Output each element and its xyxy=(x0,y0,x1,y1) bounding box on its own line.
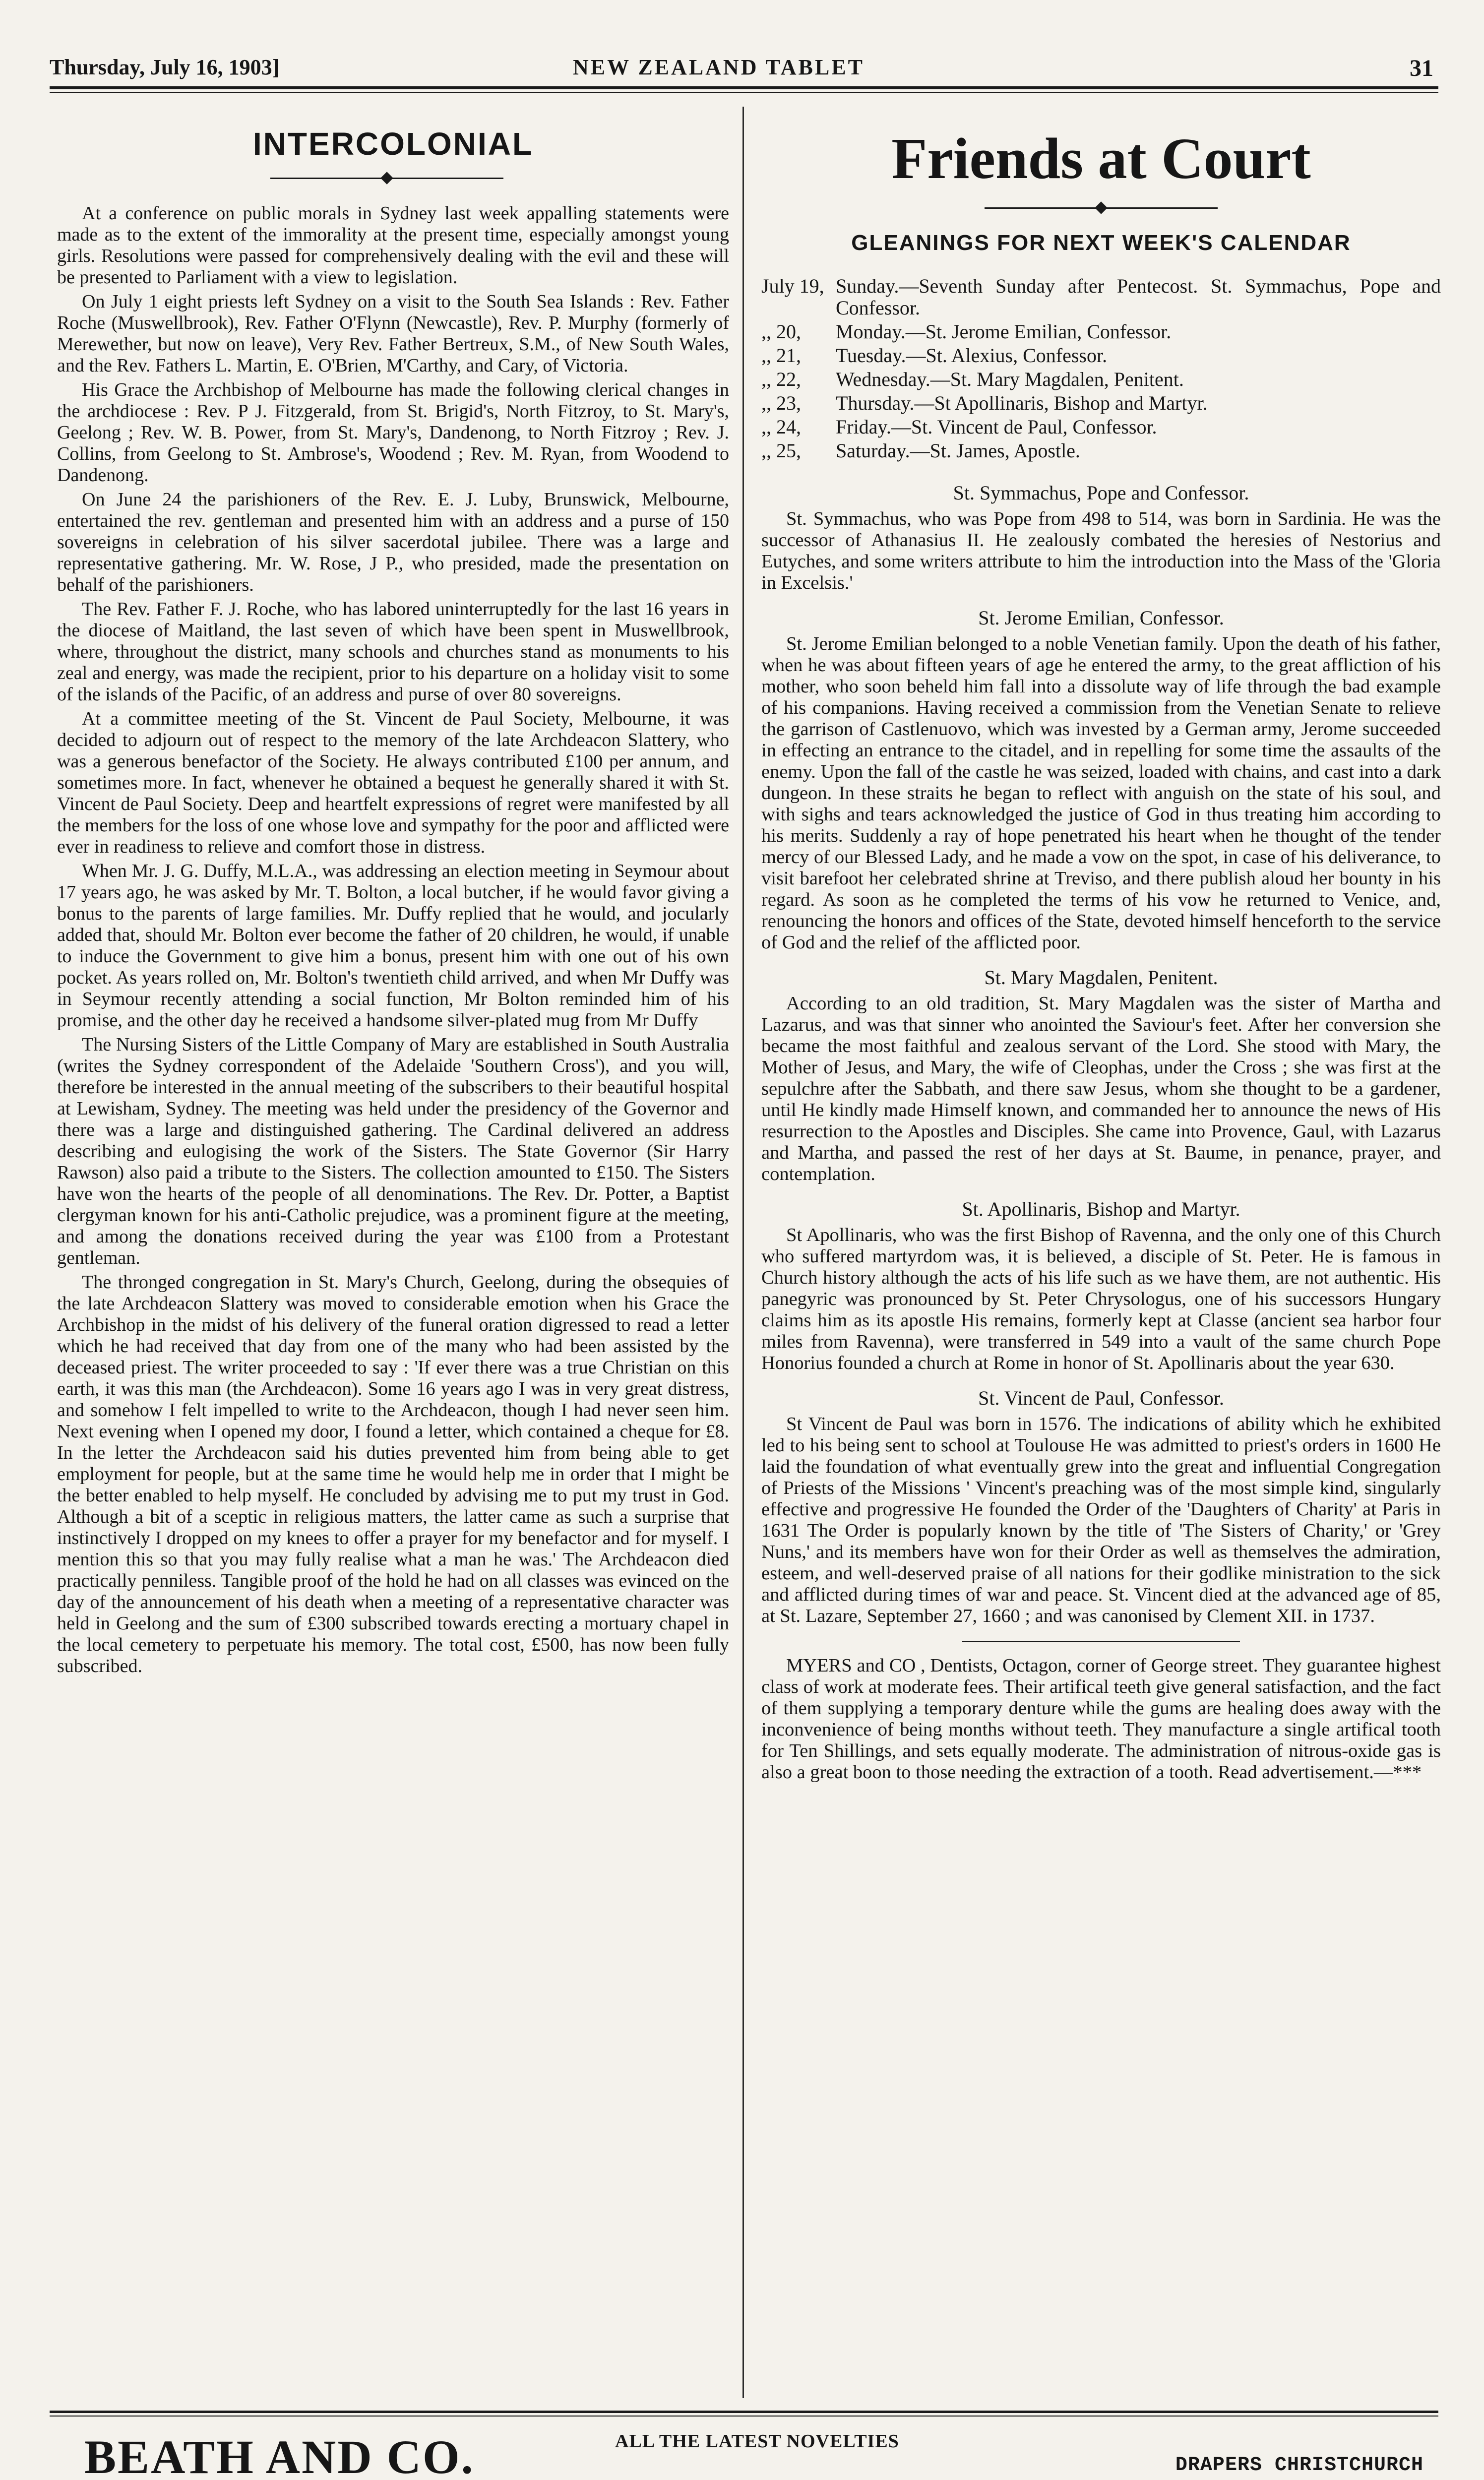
saint-body: St. Symmachus, who was Pope from 498 to 514, was born in Sardinia. He was the successor of Athanasius II. He zealously combated the heresies of Nestorius and Eutyches, and some writers attribute to him the introduction into the Mass of the 'Gloria in Excelsis.' xyxy=(761,508,1441,593)
article-paragraph: On June 24 the parishioners of the Rev. E. J. Luby, Brunswick, Melbourne, entertained the rev. gentleman and presented him with an address and a purse of 150 sovereigns in celebration of his silver sacerdotal jubilee. There was a large and representative gathering. Mr. W. Rose, J P., who presided, made the presentation on behalf of the parishioners. xyxy=(57,489,729,595)
calendar-date: ,, 21, xyxy=(761,344,801,367)
section-divider xyxy=(962,1641,1240,1642)
calendar-date: ,, 20, xyxy=(761,320,801,343)
calendar-entry xyxy=(761,345,1441,367)
advert-drapers: DRAPERS CHRISTCHURCH xyxy=(1175,2454,1423,2477)
calendar-entry xyxy=(761,416,1441,438)
calendar-list xyxy=(761,275,1441,462)
page-number: 31 xyxy=(1410,55,1433,81)
advert-tagline: ALL THE LATEST NOVELTIES xyxy=(615,2431,899,2452)
calendar-entry xyxy=(761,369,1441,390)
calendar-text: Friday.—St. Vincent de Paul, Confessor. xyxy=(836,416,1157,438)
article-paragraph: When Mr. J. G. Duffy, M.L.A., was addressing an election meeting in Seymour about 17 years ago, he was asked by Mr. T. Bolton, a local butcher, if he would favor giving a bonus to the parents of large families. Mr. Duffy replied that he would, and jocularly added that, should Mr. Bolton ever become the father of 20 children, he would, if unable to induce the Government to give him a bonus, present him with one out of his own pocket. As years rolled on, Mr. Bolton's twentieth child arrived, and when Mr Duffy was in Seymour recently attending a social function, Mr Bolton reminded him of his promise, and the other day he received a handsome silver-plated mug from Mr Duffy xyxy=(57,861,729,1031)
article-paragraph: His Grace the Archbishop of Melbourne has made the following clerical changes in the archdiocese : Rev. P J. Fitzgerald, from St. Brigid's, North Fitzroy, to St. Mary's, Geelong ; Rev. W. B. Power, from St. Mary's, Dandenong, to North Fitzroy ; Rev. J. Collins, from Geelong to St. Ambrose's, Woodend ; Rev. M. Ryan, from Woodend to Dandenong. xyxy=(57,379,729,486)
friends-at-court-column xyxy=(761,107,1441,1786)
saint-heading: St. Jerome Emilian, Confessor. xyxy=(978,607,1224,629)
newspaper-title: NEW ZEALAND TABLET xyxy=(573,55,865,79)
calendar-text: Monday.—St. Jerome Emilian, Confessor. xyxy=(836,320,1172,343)
diamond-icon xyxy=(380,172,393,184)
article-paragraph: At a conference on public morals in Sydney last week appalling statements were made as to the extent of the immorality at the present time, especially amongst young girls. Resolutions were passed for comprehensively dealing with the evil and these will be presented to Parliament with a view to legislation. xyxy=(57,203,729,288)
article-paragraph: At a committee meeting of the St. Vincent de Paul Society, Melbourne, it was decided to adjourn out of respect to the memory of the late Archdeacon Slattery, who was a generous benefactor of the Society. He always contributed £100 per annum, and sometimes more. In fact, whenever he obtained a bequest he generally shared it with St. Vincent de Paul Society. Deep and heartfelt expressions of regret were manifested by all the members for the loss of one whose love and sympathy for the poor and afflicted were ever in readiness to relieve and comfort those in distress. xyxy=(57,708,729,857)
page-footer xyxy=(50,2411,1438,2480)
saint-heading: St. Vincent de Paul, Confessor. xyxy=(978,1387,1224,1409)
ornament-divider xyxy=(761,196,1441,221)
header-rule-thin xyxy=(50,92,1438,93)
saint-body: St Vincent de Paul was born in 1576. The indications of ability which he exhibited led to his being sent to school at Toulouse He was admitted to priest's orders in 1600 He laid the foundation of what eventually grew into the great and influential Congregation of Priests of the Missions ' Vincent's preaching was of the most simple kind, singularly effective and progressive He founded the Order of the 'Daughters of Charity' at Paris in 1631 The Order is popularly known by the title of 'The Sisters of Charity,' or 'Grey Nuns,' and its members have won for their Order as well as themselves the admiration, esteem, and well-deserved praise of all nations for their godlike ministration to the sick and afflicted during times of war and peace. St. Vincent died at the advanced age of 85, at St. Lazare, September 27, 1660 ; and was canonised by Clement XII. in 1737. xyxy=(761,1414,1441,1626)
footer-rule-thin xyxy=(50,2416,1438,2417)
article-paragraph: The thronged congregation in St. Mary's Church, Geelong, during the obsequies of the late Archdeacon Slattery was moved to considerable emotion when his Grace the Archbishop in the midst of his delivery of the funeral oration digressed to read a letter which he had received that day from one of the many who had been assisted by the deceased priest. The writer proceeded to say : 'If ever there was a true Christian on this earth, it was this man (the Archdeacon). Some 16 years ago I was in very great distress, and somehow I felt impelled to write to the Archdeacon, though I had never seen him. Next evening when I opened my door, I found a letter, which contained a cheque for £8. In the letter the Archdeacon said his duties prevented him from being able to get employment for people, but at the same time he would help me in order that I might be the better enabled to help myself. He concluded by advising me to put my trust in God. Although a bit of a sceptic in religious matters, the latter came as such a surprise that instinctively I dropped on my knees to offer a prayer for my benefactor and for myself. I mention this so that you may fully realise what a man he was.' The Archdeacon died practically penniless. Tangible proof of the hold he had on all classes was evinced on the day of the announcement of his death when a meeting of a representative character was held in Geelong and the sum of £300 subscribed towards erecting a mortuary chapel in the local cemetery to perpetuate his memory. The total cost, £500, has now been fully subscribed. xyxy=(57,1272,729,1676)
footer-rule xyxy=(50,2411,1438,2413)
saint-heading: St. Mary Magdalen, Penitent. xyxy=(984,966,1218,989)
calendar-entry xyxy=(761,392,1441,414)
saint-body: According to an old tradition, St. Mary Magdalen was the sister of Martha and Lazarus, and was that sinner who anointed the Saviour's feet. After her conversion she became the most faithful and zealous servant of the Lord. She stood with Mary, the Mother of Jesus, and Mary, the wife of Cleophas, under the Cross ; she was first at the sepulchre after the Sabbath, and there saw Jesus, whom she thought to be a gardener, until He kindly made Himself known, and commanded her to announce the news of His resurrection to the Apostles and Disciples. She came into Provence, Gaul, with Lazarus and Martha, and passed the rest of her days at St. Baume, in penance, prayer, and contemplation. xyxy=(761,993,1441,1184)
header-rule xyxy=(50,86,1438,89)
saint-body: St. Jerome Emilian belonged to a noble Venetian family. Upon the death of his father, when he was about fifteen years of age he entered the army, to the great affliction of his mother, who soon beheld him fall into a dissolute way of life through the bad example of his companions. Having received a commission from the Venetian Senate to relieve the garrison of Castlenuovo, which was invested by a German army, Jerome succeeded in effecting an entrance to the citadel, and in repelling for some time the assaults of the enemy. Upon the fall of the castle he was seized, loaded with chains, and cast into a dark dungeon. In these straits he began to reflect with anguish on the state of his soul, and with sighs and tears acknowledged the justice of God in thus treating him according to his merits. Suddenly a ray of hope penetrated his heart when he thought of the tender mercy of our Blessed Lady, and he made a vow on the spot, in case of his deliverance, to visit barefoot her celebrated shrine at Treviso, and there publish aloud her bounty in his regard. As soon as he completed the terms of his vow he returned to Venice, and, renouncing the honors and offices of the State, devoted himself henceforth to the service of God and the relief of the afflicted poor. xyxy=(761,633,1441,953)
calendar-date: July 19, xyxy=(761,275,824,297)
friends-at-court-heading: Friends at Court xyxy=(891,126,1311,191)
article-paragraph: The Nursing Sisters of the Little Company of Mary are established in South Australia (writes the Sydney correspondent of the Adelaide 'Southern Cross'), and you will, therefore be interested in the annual meeting of the subscribers to their beautiful hospital at Lewisham, Sydney. The meeting was held under the presidency of the Governor and there was a large and distinguished gathering. The Cardinal delivered an address describing and eulogising the work of the Sisters. The State Governor (Sir Harry Rawson) also paid a tribute to the Sisters. The collection amounted to £150. The Sisters have won the hearts of the people of all denominations. The Rev. Dr. Potter, a Baptist clergyman known for his anti-Catholic prejudice, was a prominent figure at the meeting, and among the donations received during the year was £100 from a Protestant gentleman. xyxy=(57,1034,729,1268)
calendar-entry xyxy=(761,440,1441,462)
saint-heading: St. Apollinaris, Bishop and Martyr. xyxy=(962,1198,1240,1220)
calendar-date: ,, 22, xyxy=(761,368,801,390)
intercolonial-column xyxy=(57,107,729,1680)
calendar-date: ,, 23, xyxy=(761,392,801,414)
calendar-entry xyxy=(761,321,1441,343)
dentist-advert: MYERS and CO , Dentists, Octagon, corner of George street. They guarantee highest class of work at moderate fees. Their artifical teeth give general satisfaction, and the fact of them supplying a temporary denture while the gums are healing does away with the inconvenience of being months without teeth. They manufacture a single artifical tooth for Ten Shillings, and sets equally moderate. The administration of nitrous-oxide gas is also a great boon to those needing the extraction of a tooth. Read advertisement.—*** xyxy=(761,1655,1441,1783)
calendar-text: Wednesday.—St. Mary Magdalen, Penitent. xyxy=(836,368,1184,390)
diamond-icon xyxy=(1095,201,1107,214)
calendar-text: Thursday.—St Apollinaris, Bishop and Martyr. xyxy=(836,392,1208,414)
calendar-entry xyxy=(761,275,1441,319)
calendar-text: Tuesday.—St. Alexius, Confessor. xyxy=(836,344,1108,367)
calendar-subheading: GLEANINGS FOR NEXT WEEK'S CALENDAR xyxy=(851,231,1351,255)
saint-body: St Apollinaris, who was the first Bishop of Ravenna, and the only one of this Church who suffered martyrdom was, it is believed, a disciple of St. Peter. He is famous in Church history although the acts of his life such as we have them, are not authentic. His panegyric was pronounced by St. Peter Chrysologus, one of his successors Hungary claims him as its apostle His remains, formerly kept at Classe (ancient sea harbor four miles from Ravenna), were transferred in 549 into a vault of the same church Pope Honorius founded a church at Rome in honor of St. Apollinaris about the year 630. xyxy=(761,1225,1441,1373)
intercolonial-heading: INTERCOLONIAL xyxy=(252,126,534,162)
issue-date: Thursday, July 16, 1903] xyxy=(50,55,280,79)
ornament-divider xyxy=(57,166,729,191)
article-paragraph: On July 1 eight priests left Sydney on a visit to the South Sea Islands : Rev. Father Roche (Muswellbrook), Rev. Father O'Flynn (Newcastle), Rev. P. Murphy (formerly of Merewether, but now on leave), Very Rev. Father Bertreux, S.M., of New South Wales, and the Rev. Fathers L. Martin, E. O'Brien, M'Carthy, and Cary, of Victoria. xyxy=(57,291,729,376)
calendar-date: ,, 24, xyxy=(761,416,801,438)
saint-heading: St. Symmachus, Pope and Confessor. xyxy=(953,482,1249,504)
calendar-date: ,, 25, xyxy=(761,439,801,462)
advert-brand: BEATH AND CO. xyxy=(84,2430,475,2480)
calendar-text: Saturday.—St. James, Apostle. xyxy=(836,439,1080,462)
page-header xyxy=(50,55,1438,84)
calendar-text: Sunday.—Seventh Sunday after Pentecost. St. Symmachus, Pope and Confessor. xyxy=(836,275,1441,319)
article-paragraph: The Rev. Father F. J. Roche, who has labored uninterruptedly for the last 16 years in the diocese of Maitland, the last seven of which have been spent in Muswellbrook, where, throughout the district, many schools and churches stand as monuments to his zeal and energy, was made the recipient, prior to his departure on a holiday visit to some of the islands of the Pacific, of an address and purse of over 80 sovereigns. xyxy=(57,599,729,705)
column-divider xyxy=(742,107,744,2398)
